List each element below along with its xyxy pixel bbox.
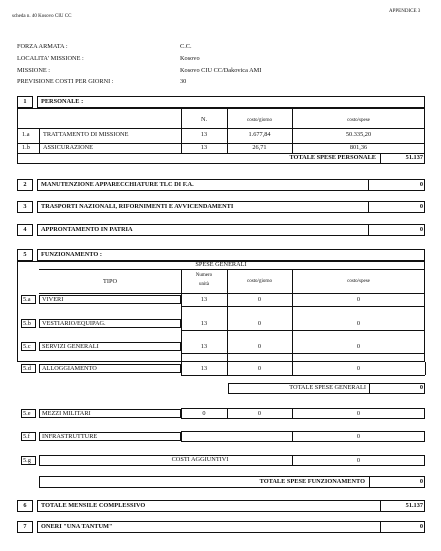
appendix-label: APPENDICE 3 (389, 9, 421, 14)
row-label: INFRASTRUTTURE (42, 433, 98, 440)
previsione-label: PREVISIONE COSTI PER GIORNI : (17, 78, 114, 85)
totale-funz-value: 0 (419, 478, 423, 485)
section-5-title: FUNZIONAMENTO : (41, 251, 102, 258)
row-spese: 50.335,20 (345, 131, 372, 138)
forza-label: FORZA ARMATA : (17, 43, 68, 50)
col-divider (369, 476, 370, 488)
section-6-value: 51.137 (405, 502, 423, 509)
section-3-title: TRASPORTI NAZIONALI, RIFORNIMENTI E AVVICENDAMENTI (41, 203, 234, 210)
section-3-num: 3 (23, 203, 27, 210)
localita-value: Kosovo (180, 55, 200, 62)
col-tipo-header: TIPO (103, 278, 117, 285)
row-divider (181, 375, 425, 376)
col-divider (380, 500, 381, 512)
section-1-title: PERSONALE : (41, 98, 84, 105)
section-5-num: 5 (23, 251, 27, 258)
row-code: 5.c (23, 343, 31, 350)
spese-generali-header: SPESE GENERALI (195, 261, 247, 268)
row-n: 13 (200, 365, 208, 372)
totale-generali-label: TOTALE SPESE GENERALI (289, 384, 366, 391)
col-divider (380, 521, 381, 533)
row-label: COSTI AGGIUNTIVI (171, 456, 229, 463)
row-n: 13 (200, 131, 208, 138)
personale-total-value: 51.137 (405, 154, 423, 161)
col-divider (369, 383, 370, 394)
row-spese: 0 (356, 320, 361, 327)
row-code: 5.a (23, 296, 31, 303)
missione-label: MISSIONE : (17, 67, 51, 74)
row-costo: 0 (257, 410, 262, 417)
row-costo: 0 (257, 320, 262, 327)
row-label: TRATTAMENTO DI MISSIONE (43, 131, 129, 138)
section-2-num: 2 (23, 181, 27, 188)
row-divider (181, 330, 425, 331)
section-1-title-box (37, 96, 425, 108)
col-divider (227, 362, 228, 375)
row-costo: 0 (257, 343, 262, 350)
row-spese: 0 (356, 343, 361, 350)
scheda-label: scheda n. 40 Kosovo CIU CC (12, 14, 72, 19)
row-spese: 0 (356, 433, 361, 440)
section-1-num: 1 (23, 98, 27, 105)
col-spese-header: costo/spese (347, 279, 370, 284)
row-label: VESTIARIO/EQUIPAG. (42, 320, 106, 327)
row-divider (39, 269, 425, 270)
row-divider (181, 353, 425, 354)
col-spese-header: costo/spese (347, 118, 370, 123)
row-costo: 0 (257, 296, 262, 303)
col-divider (368, 224, 369, 236)
section-7-value: 0 (419, 523, 423, 530)
section-4-title: APPRONTAMENTO IN PATRIA (41, 226, 133, 233)
section-2-value: 0 (419, 181, 423, 188)
previsione-value: 30 (180, 78, 187, 85)
row-n: 13 (200, 144, 208, 151)
section-4-value: 0 (419, 226, 423, 233)
col-numero-header: Numero (195, 273, 213, 278)
section-2-title: MANUTENZIONE APPARECCHIATURE TLC DI F.A. (41, 181, 194, 188)
col-divider (380, 153, 381, 164)
col-divider (425, 362, 426, 375)
localita-label: LOCALITA' MISSIONE : (17, 55, 84, 62)
row-spese: 0 (356, 365, 361, 372)
row-spese: 0 (356, 296, 361, 303)
col-unita-header: unità (199, 282, 209, 287)
forza-value: C.C. (180, 43, 192, 50)
section-6-title: TOTALE MENSILE COMPLESSIVO (41, 502, 146, 509)
row-spese: 0 (356, 457, 361, 464)
row-label: ALLOGGIAMENTO (42, 365, 97, 372)
col-divider (368, 179, 369, 191)
row-costo: 1.677,84 (248, 131, 271, 138)
col-divider (181, 362, 182, 375)
col-divider (292, 362, 293, 375)
personale-total-label: TOTALE SPESE PERSONALE (289, 154, 376, 161)
row-code: 5.b (23, 320, 31, 327)
col-divider (39, 128, 40, 153)
row-costo: 0 (257, 365, 262, 372)
row-spese: 801,36 (349, 144, 368, 151)
section-7-title: ONERI "UNA TANTUM" (41, 523, 113, 530)
section-6-num: 6 (23, 502, 27, 509)
col-n-header: N. (200, 116, 208, 123)
row-code: 5.d (23, 365, 31, 372)
section-4-num: 4 (23, 226, 27, 233)
row-costo: 26,71 (252, 144, 267, 151)
missione-value: Kosovo CIU CC/Dakovica AMI (180, 67, 262, 74)
row-n: 13 (200, 320, 208, 327)
row-divider (181, 306, 425, 307)
row-divider (39, 293, 425, 294)
row-code: 5.f (23, 433, 30, 440)
row-code: 1.b (22, 144, 30, 151)
row-code: 5.e (23, 410, 31, 417)
section-3-value: 0 (419, 203, 423, 210)
col-costo-header: costo/giorno (247, 118, 272, 123)
totale-funz-label: TOTALE SPESE FUNZIONAMENTO (259, 478, 365, 485)
totale-generali-value: 0 (419, 384, 423, 391)
row-n: 0 (202, 410, 206, 417)
row-n: 13 (200, 296, 208, 303)
col-divider (368, 201, 369, 213)
row-n: 13 (200, 343, 208, 350)
row-code: 1.a (22, 131, 30, 138)
row-label: VIVERI (42, 296, 64, 303)
row-label: SERVIZI GENERALI (42, 343, 99, 350)
row-divider (17, 128, 425, 129)
row-spese: 0 (356, 410, 361, 417)
row-label: ASSICURAZIONE (43, 144, 94, 151)
section-7-num: 7 (23, 523, 27, 530)
row-label: MEZZI MILITARI (42, 410, 91, 417)
col-costo-header: costo/giorno (247, 279, 272, 284)
row-code: 5.g (23, 457, 31, 464)
